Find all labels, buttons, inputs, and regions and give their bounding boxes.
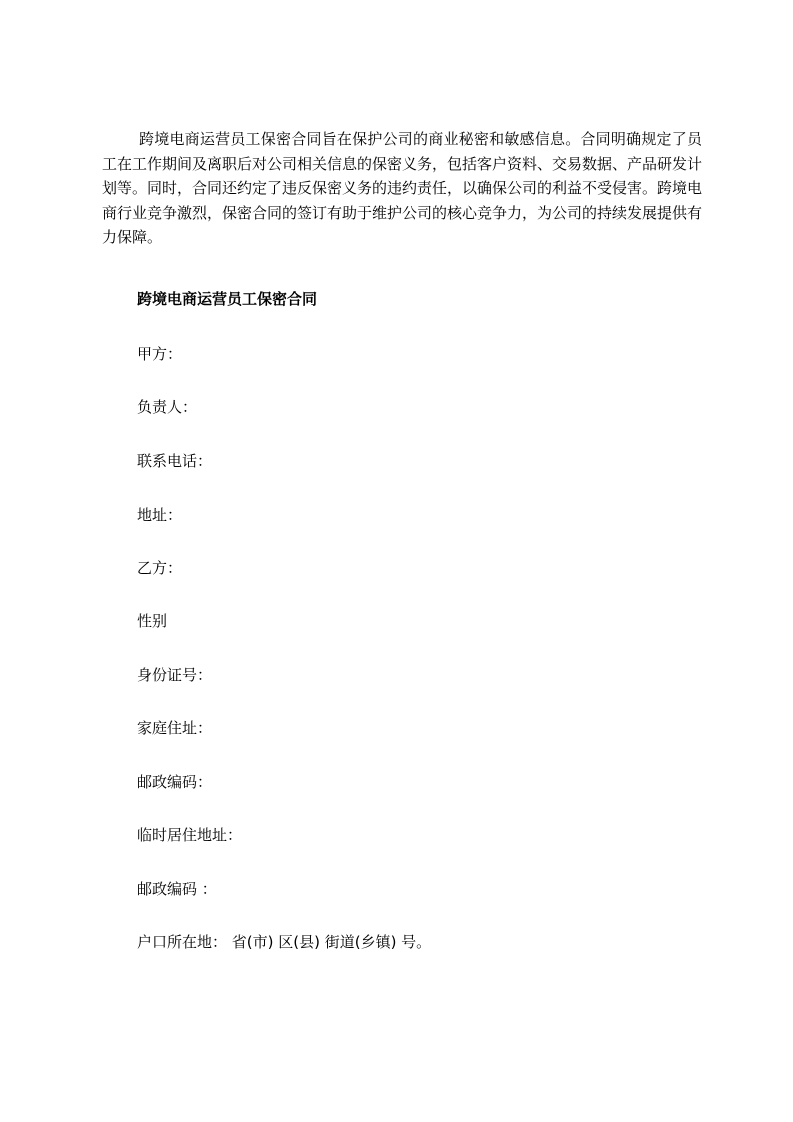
field-gender: 性别 [137,612,168,630]
field-id-number: 身份证号： [137,666,213,684]
intro-paragraph: 跨境电商运营员工保密合同旨在保护公司的商业秘密和敏感信息。合同明确规定了员工在工作期间及离职后对公司相关信息的保密义务，包括客户资料、交易数据、产品研发计划等。同时，合同还约定了违反保密义务的违约责任，以确保公司的利益不受侵害。跨境电商行业竞争激烈，保密合同的签订有助于维护公司的核心竞争力，为公司的持续发展提供有力保障。 [102,130,703,246]
field-postal-code-2: 邮政编码 ： [137,880,217,898]
field-party-b: 乙方： [137,559,183,577]
field-temp-address: 临时居住地址： [137,826,243,844]
field-address: 地址： [137,506,183,524]
field-contact-phone: 联系电话： [137,452,213,470]
field-party-a: 甲方： [137,345,183,363]
field-home-address: 家庭住址： [137,719,213,737]
field-hukou: 户口所在地： 省(市) 区(县) 街道(乡镇) 号。 [137,933,432,951]
field-postal-code: 邮政编码： [137,773,213,791]
field-responsible-person: 负责人： [137,398,198,416]
contract-title: 跨境电商运营员工保密合同 [137,290,318,308]
